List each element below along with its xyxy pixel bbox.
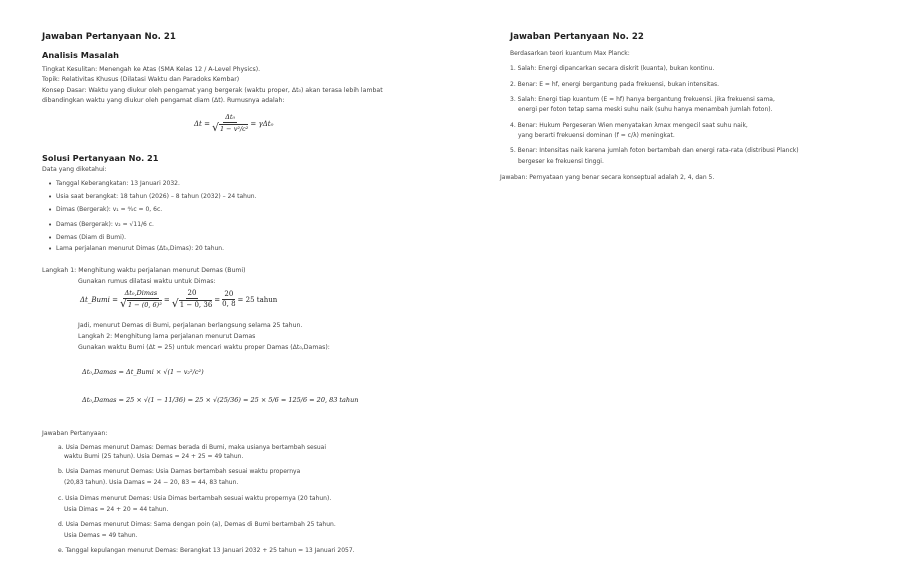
dilation-formula: Δt = $\frac{\text{Δt₀}}{\text{√1 − v²/c²}}$ = γΔt₀ <box>194 113 274 134</box>
step1-conclusion: Jadi, menurut Demas di Bumi, perjalanan berlangsung selama 25 tahun. <box>78 322 303 329</box>
eq1-num2: 20 <box>187 289 197 297</box>
q22-answer: Jawaban: Pernyataan yang benar secara konseptual adalah 2, 4, dan 5. <box>500 174 715 181</box>
eq1-result: = 25 tahun <box>237 295 278 304</box>
formula-denominator: 1 − v²/c² <box>219 125 249 133</box>
known-label: Data yang diketahui: <box>42 166 107 173</box>
eq1-den: 1 − (0, 6)² <box>128 301 162 309</box>
answer-b-line-2: (20,83 tahun). Usia Damas = 24 − 20, 83 = 44, 83 tahun. <box>64 479 239 486</box>
concept-line-2: dibandingkan waktu yang diukur oleh pengamat diam (Δt). Rumusnya adalah: <box>42 97 285 104</box>
step1-title: Langkah 1: Menghitung waktu perjalanan menurut Demas (Bumi) <box>42 267 246 274</box>
formula-rhs: = γΔt₀ <box>250 119 274 128</box>
formula-lhs: Δt = <box>194 119 210 128</box>
difficulty-level: Tingkat Kesulitan: Menengah ke Atas (SMA Kelas 12 / A-Level Physics). <box>42 66 261 73</box>
known-item: • Dimas (Bergerak): v₁ = ⅘c = 0, 6c. <box>56 206 162 214</box>
statement-1: 1. Salah: Energi dipancarkan secara diskrit (kuanta), bukan kontinu. <box>510 65 715 72</box>
answer-a-line-2: waktu Bumi (25 tahun). Usia Demas = 24 + 25 = 49 tahun. <box>64 453 244 460</box>
answer-c-line-1: c. Usia Dimas menurut Demas: Usia Dimas bertambah sesuai waktu propernya (20 tahun). <box>58 495 332 502</box>
statement-3-line-1: 3. Salah: Energi tiap kuantum (E = hf) hanya bergantung frekuensi. Jika frekuensi sama, <box>510 96 775 103</box>
statement-2: 2. Benar: E = hf, energi bergantung pada frekuensi, bukan intensitas. <box>510 81 720 88</box>
statement-4-line-2: yang berarti frekuensi dominan (f = c/λ) meningkat. <box>518 132 675 139</box>
eq1-den3: 0, 8 <box>222 300 236 308</box>
step2-text: Gunakan waktu Bumi (Δt = 25) untuk mencari waktu proper Damas (Δt₀,Damas): <box>78 344 330 351</box>
answer-b-line-1: b. Usia Damas menurut Demas: Usia Damas bertambah sesuai waktu propernya <box>58 468 301 475</box>
answer-e-line-1: e. Tanggal kepulangan menurut Demas: Berangkat 13 Januari 2032 + 25 tahun = 13 Januari 2057. <box>58 547 355 554</box>
answer-c-line-2: Usia Dimas = 24 + 20 = 44 tahun. <box>64 506 169 513</box>
formula-numerator: Δt₀ <box>225 113 236 121</box>
known-item: • Tanggal Keberangkatan: 13 Januari 2032. <box>56 180 180 188</box>
statement-4-line-1: 4. Benar: Hukum Pergeseran Wien menyatakan λmax mengecil saat suhu naik, <box>510 122 748 129</box>
damas-proper-time-formula: Δt₀,Damas = Δt_Bumi × √(1 − v₂²/c²) <box>82 368 204 376</box>
eq1-den2: 1 − 0, 36 <box>179 301 213 309</box>
step1-text: Gunakan rumus dilatasi waktu untuk Dimas: <box>78 278 216 285</box>
step2-title: Langkah 2: Menghitung lama perjalanan menurut Damas <box>78 333 256 340</box>
analysis-heading: Analisis Masalah <box>42 50 119 60</box>
earth-time-equation: Δt_Bumi = $\frac{\text{Δt₀,Dimas}}{\text{√1 − (0, 6)²}}$ = $\frac{20}{√1 - 0, 36}$ = $\frac{20}{0, 8}$ = 25 tahun <box>80 289 278 310</box>
known-item: • Demas (Diam di Bumi). <box>56 234 126 242</box>
eq1-num3: 20 <box>224 290 234 298</box>
damas-proper-time-calc: Δt₀,Damas = 25 × √(1 − 11/36) = 25 × √(25/36) = 25 × 5/6 = 125/6 = 20, 83 tahun <box>82 396 359 404</box>
answer-a-line-1: a. Usia Demas menurut Damas: Demas berada di Bumi, maka usianya bertambah sesuai <box>58 444 327 451</box>
known-item: • Damas (Bergerak): v₂ = √11/6 c. <box>56 221 154 229</box>
eq1-num: Δt₀,Dimas <box>124 289 158 297</box>
statement-3-line-2: energi per foton tetap sama meski suhu naik (suhu hanya menambah jumlah foton). <box>518 106 773 113</box>
known-item: • Usia saat berangkat: 18 tahun (2026) – 8 tahun (2032) – 24 tahun. <box>56 193 256 201</box>
topic: Topik: Relativitas Khusus (Dilatasi Waktu dan Paradoks Kembar) <box>42 76 240 83</box>
statement-5-line-2: bergeser ke frekuensi tinggi. <box>518 158 604 165</box>
q21-title: Jawaban Pertanyaan No. 21 <box>42 32 176 42</box>
answers-heading: Jawaban Pertanyaan: <box>42 430 108 437</box>
q22-title: Jawaban Pertanyaan No. 22 <box>510 32 644 42</box>
known-item: • Lama perjalanan menurut Dimas (Δt₀,Dimas): 20 tahun. <box>56 245 224 253</box>
concept-line-1: Konsep Dasar: Waktu yang diukur oleh pengamat yang bergerak (waktu proper, Δt₀) akan terasa lebih lambat <box>42 87 383 94</box>
answer-d-line-1: d. Usia Demas menurut Dimas: Sama dengan poin (a), Demas di Bumi bertambah 25 tahun. <box>58 521 336 528</box>
q22-intro: Berdasarkan teori kuantum Max Planck: <box>510 50 630 57</box>
solution-heading: Solusi Pertanyaan No. 21 <box>42 153 159 163</box>
eq1-lhs: Δt_Bumi = <box>80 295 118 304</box>
statement-5-line-1: 5. Benar: Intensitas naik karena jumlah foton bertambah dan energi rata-rata (distribusi Planck) <box>510 147 799 154</box>
answer-d-line-2: Usia Demas = 49 tahun. <box>64 532 138 539</box>
